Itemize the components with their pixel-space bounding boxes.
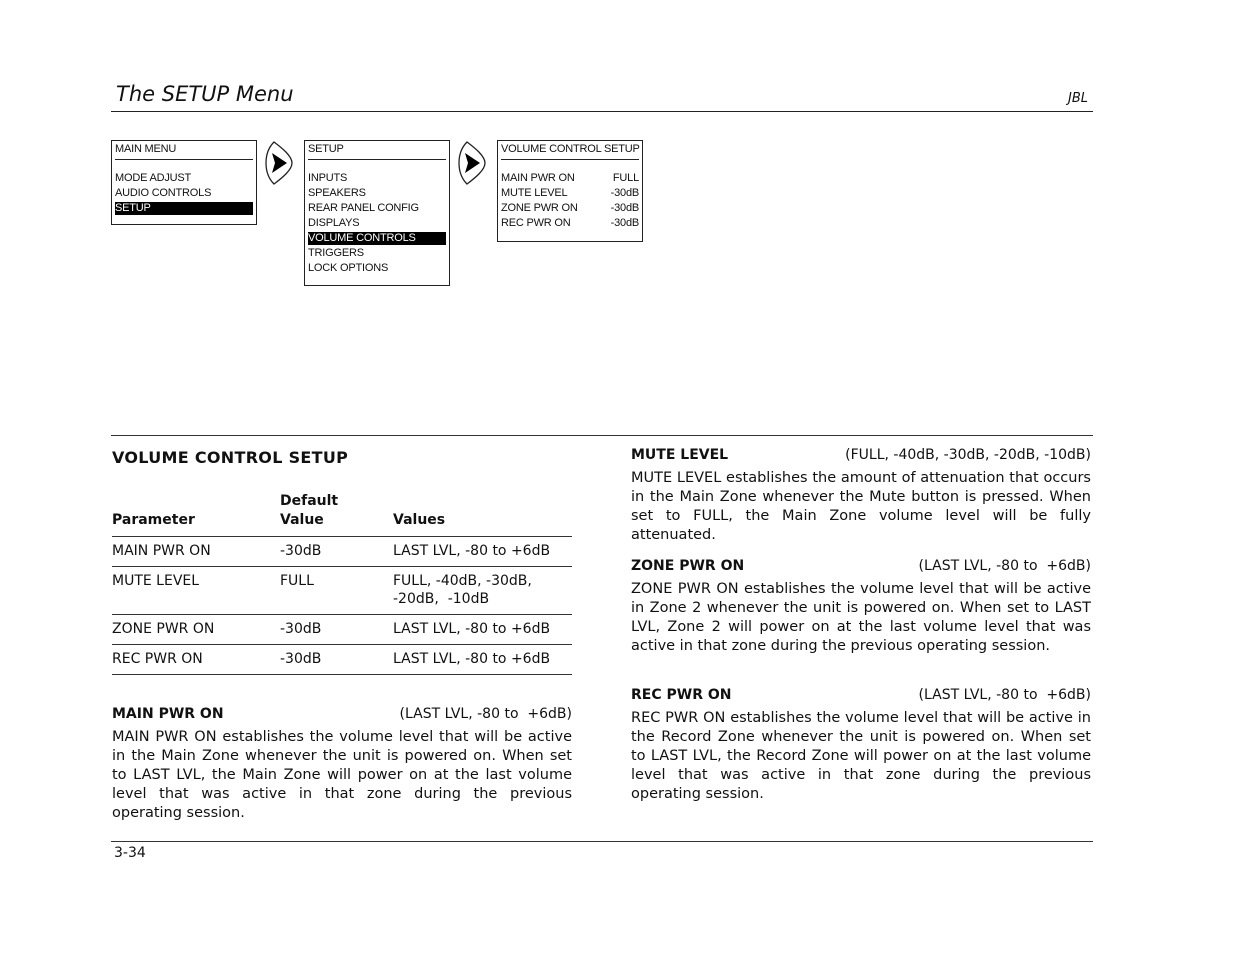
menu-item-inputs: INPUTS [308, 172, 348, 184]
param-range: (LAST LVL, -80 to +6dB) [918, 687, 1091, 703]
menu-item-audio-controls: AUDIO CONTROLS [115, 187, 212, 199]
param-description: MUTE LEVEL establishes the amount of attenuation that occurs in the Main Zone whenever the Mute button is pressed. When set to FULL, the Main Zone volume level will be fully attenuated. [631, 470, 1091, 543]
mute-level-section [631, 447, 1091, 545]
menu-item-setup-selected: SETUP [115, 202, 253, 215]
menu-item-main-pwr-on: MAIN PWR ON FULL [501, 172, 639, 184]
footer-rule [111, 841, 1093, 842]
menu-item-rec-pwr-on: REC PWR ON -30dB [501, 217, 639, 229]
section-heading: VOLUME CONTROL SETUP [112, 448, 349, 467]
main-menu-box [111, 140, 257, 225]
menu-item-rear-panel-config: REAR PANEL CONFIG [308, 202, 419, 214]
param-heading: REC PWR ON [631, 687, 732, 703]
parameter-table [112, 492, 572, 675]
menu-item-speakers: SPEAKERS [308, 187, 366, 199]
menu-item-zone-pwr-on: ZONE PWR ON -30dB [501, 202, 639, 214]
table-row: REC PWR ON -30dB LAST LVL, -80 to +6dB [112, 645, 572, 675]
setup-menu-title: SETUP [308, 143, 344, 155]
volume-control-setup-box [497, 140, 643, 242]
main-menu-title: MAIN MENU [115, 143, 177, 155]
main-pwr-on-section [112, 706, 572, 823]
rec-pwr-on-section [631, 687, 1091, 804]
param-range: (FULL, -40dB, -30dB, -20dB, -10dB) [845, 447, 1091, 463]
header-rule [111, 111, 1093, 112]
column-header-default-value: Default Value [280, 493, 339, 528]
table-row: MUTE LEVEL FULL FULL, -40dB, -30dB, -20dB, -10dB [112, 567, 572, 615]
param-heading: MAIN PWR ON [112, 706, 224, 722]
divider [308, 159, 446, 160]
menu-item-displays: DISPLAYS [308, 217, 360, 229]
arrow-right-icon [265, 140, 293, 186]
column-header-values: Values [393, 512, 446, 528]
divider [501, 159, 639, 160]
param-description: ZONE PWR ON establishes the volume level that will be active in Zone 2 whenever the unit is powered on. When set to LAST LVL, Zone 2 will power on at the last volume level that was active in that zone during the previous operating session. [631, 581, 1091, 654]
menu-item-lock-options: LOCK OPTIONS [308, 262, 389, 274]
param-heading: ZONE PWR ON [631, 558, 745, 574]
page-number: 3-34 [114, 845, 146, 861]
volume-menu-title: VOLUME CONTROL SETUP [501, 143, 640, 155]
menu-item-mute-level: MUTE LEVEL -30dB [501, 187, 639, 199]
param-description: REC PWR ON establishes the volume level that will be active in the Record Zone whenever the unit is powered on. When set to LAST LVL, the Record Zone will power on at the last volume level that was active in that zone during the previous operating session. [631, 710, 1091, 802]
section-rule [111, 435, 1093, 436]
zone-pwr-on-section [631, 558, 1091, 656]
param-range: (LAST LVL, -80 to +6dB) [918, 558, 1091, 574]
param-range: (LAST LVL, -80 to +6dB) [399, 706, 572, 722]
table-row: MAIN PWR ON -30dB LAST LVL, -80 to +6dB [112, 537, 572, 567]
page-title: The SETUP Menu [116, 82, 294, 106]
param-description: MAIN PWR ON establishes the volume level that will be active in the Main Zone whenever the unit is powered on. When set to LAST LVL, the Main Zone will power on at the last volume level that was active in that zone during the previous operating session. [112, 729, 572, 821]
table-row: ZONE PWR ON -30dB LAST LVL, -80 to +6dB [112, 615, 572, 645]
table-header-row [112, 492, 572, 537]
menu-item-triggers: TRIGGERS [308, 247, 364, 259]
menu-item-mode-adjust: MODE ADJUST [115, 172, 192, 184]
arrow-right-icon [458, 140, 486, 186]
brand-label: JBL [1068, 91, 1088, 106]
menu-item-volume-controls-selected: VOLUME CONTROLS [308, 232, 446, 245]
column-header-parameter: Parameter [112, 512, 195, 528]
setup-menu-box [304, 140, 450, 286]
divider [115, 159, 253, 160]
param-heading: MUTE LEVEL [631, 447, 729, 463]
